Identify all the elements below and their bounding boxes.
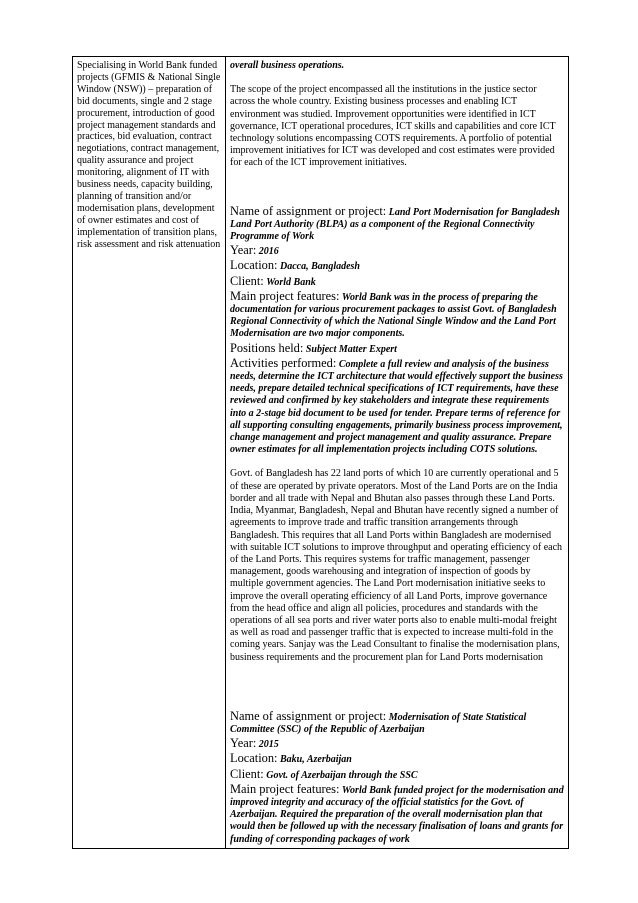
location-value: Baku, Azerbaijan: [279, 754, 352, 766]
positions-label: Positions held:: [230, 340, 304, 355]
assignments-cell: [226, 57, 569, 849]
client-label: Client:: [230, 766, 264, 781]
assignment-block: [230, 709, 564, 846]
table-row: [73, 57, 569, 849]
name-label: Name of assignment or project:: [230, 708, 387, 723]
name-value: Modernisation of State Statistical Committee (SSC) of the Republic of Azerbaijan: [230, 711, 527, 735]
location-label: Location:: [230, 258, 278, 273]
top-fragment: overall business operations.: [230, 60, 345, 71]
positions-value: Subject Matter Expert: [305, 343, 397, 355]
year-label: Year:: [230, 243, 257, 258]
location-label: Location:: [230, 751, 278, 766]
assignment-description: Govt. of Bangladesh has 22 land ports of which 10 are currently operational and 5 of these are operated by private operators. Most of the Land Ports are on the India border and all trade with Nepal and Bhutan also passes through these Land Ports. India, Myanmar, Bangladesh, Nepal and Bhutan have recently signed a number of agreements to improve trade and traffic transition arrangements through Bangladesh. This requires that all Land Ports within Bangladesh are modernised with suitable ICT solutions to improve throughput and operating efficiency of each of the Land Ports. This requires systems for traffic management, passenger management, goods warehousing and integration of inspection of goods by multiple government agencies. The Land Port modernisation initiative seeks to improve the overall operating efficiency of all Land Ports, improve governance from the head office and align all policies, procedures and standards with the operations of all sea ports and river water ports also to enable multi-modal freight as well as road and passenger traffic that is expected to increase multi-fold in the coming years. Sanjay was the Lead Consultant to finalise the modernisation plans, business requirements and the procurement plan for Land Ports modernisation: [230, 468, 563, 663]
activities-label: Activities performed:: [230, 355, 337, 370]
expertise-cell: [73, 57, 226, 849]
client-value: Govt. of Azerbaijan through the SSC: [266, 769, 418, 781]
name-value: Land Port Modernisation for Bangladesh Land Port Authority (BLPA) as a component of the Regional Connectivity Programme of Work: [230, 206, 560, 243]
client-value: World Bank: [266, 276, 316, 288]
year-value: 2015: [258, 739, 279, 751]
features-label: Main project features:: [230, 288, 340, 303]
experience-table: [72, 56, 569, 849]
expertise-text: Specialising in World Bank funded projects (GFMIS & National Single Window (NSW)) – preparation of bid documents, single and 2 stage procurement, introduction of good project management standards and practices, bid evaluation, contract negotiations, contract management, quality assurance and project monitoring, alignment of IT with business needs, capacity building, planning of transition and/or modernisation plans, development of owner estimates and cost of implementation of transition plans, risk assessment and risk attenuation: [77, 60, 221, 250]
activities-value: Complete a full review and analysis of the business needs, determine the ICT architecture that would effectively support the business needs, prepare detailed technical specifications of ICT requirements, have these reviewed and confirmed by key stakeholders and integrate these requirements into a 2-stage bid document to be used for tender. Prepare terms of reference for all supporting consulting engagements, primarily business process improvement, change management and project management and quality assurance. Prepare owner estimates for all implementation projects including COTS solutions.: [230, 358, 563, 456]
client-label: Client:: [230, 273, 264, 288]
location-value: Dacca, Bangladesh: [279, 261, 360, 273]
features-label: Main project features:: [230, 781, 340, 796]
assignment-block: [230, 204, 564, 664]
name-label: Name of assignment or project:: [230, 203, 387, 218]
features-value: World Bank was in the process of preparing the documentation for various procurement packages to assist Govt. of Bangladesh Regional Connectivity of which the National Single Window and the Land Port Modernisation are two major components.: [230, 291, 557, 340]
features-value: World Bank funded project for the modernisation and improved integrity and accuracy of the official statistics for the Govt. of Azerbaijan. Required the preparation of the overall modernisation plan that would then be followed up with the necessary finalisation of loans and grants for funding of corresponding packages of work: [230, 784, 564, 845]
year-value: 2016: [258, 246, 279, 258]
intro-paragraph: The scope of the project encompassed all the institutions in the justice sector across the whole country. Existing business processes and enabling ICT environment was studied. Improvement opportunities were identified in ICT governance, ICT operational procedures, ICT skills and capabilities and core ICT technology solutions encompassing COTS requirements. A portfolio of potential improvement initiatives for ICT was developed and cost estimates were provided for each of the ICT improvement initiatives.: [230, 84, 556, 169]
year-label: Year:: [230, 736, 257, 751]
